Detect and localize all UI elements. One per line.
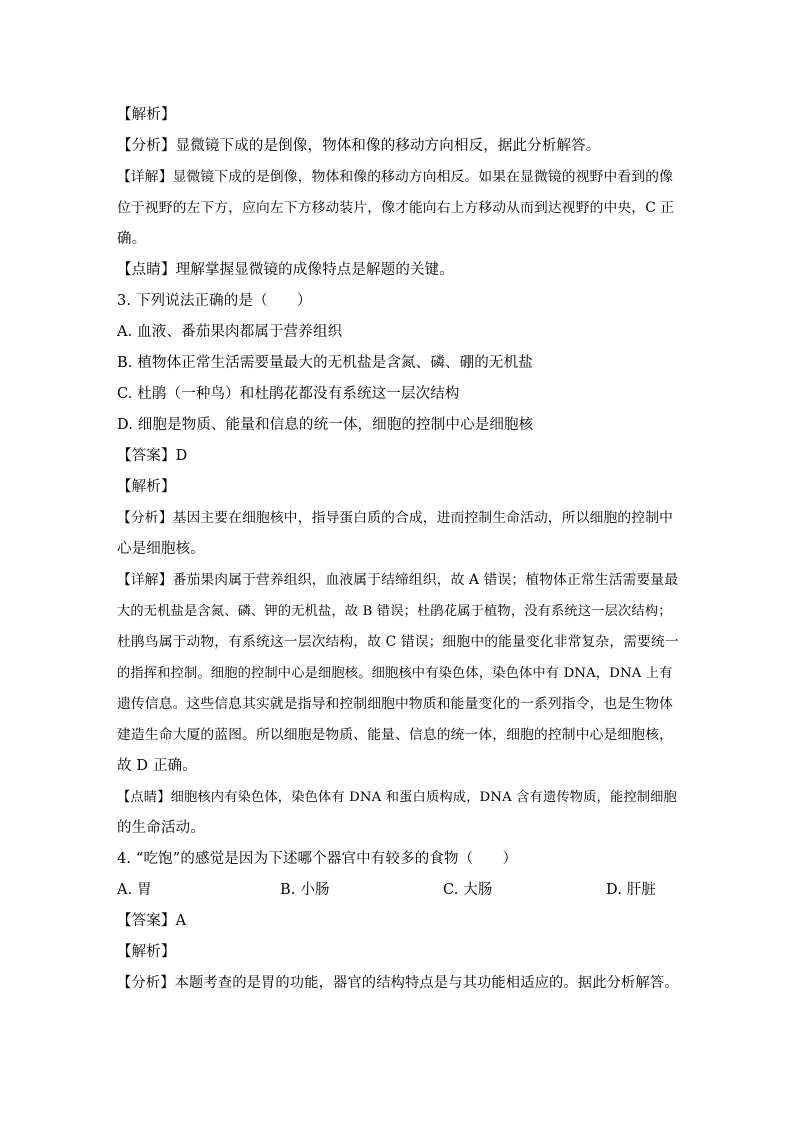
detail-line: 的指挥和控制。细胞的控制中心是细胞核。细胞核中有染色体，染色体中有 DNA，DNA 上有 — [117, 666, 673, 681]
document-page — [117, 100, 680, 999]
detail-line: 杜鹃鸟属于动物，有系统这一层次结构，故 C 错误；细胞中的能量变化非常复杂，需要统一 — [117, 634, 679, 650]
question-3-option-b: B. 植物体正常生活需要量最大的无机盐是含氮、磷、硼的无机盐 — [117, 355, 533, 371]
analysis-text: 【分析】显微镜下成的是倒像，物体和像的移动方向相反，据此分析解答。 — [117, 138, 601, 154]
question-4-options — [117, 875, 680, 906]
section-label-analysis: 【解析】 — [117, 944, 176, 960]
detail-line: 位于视野的左下方，应向左下方移动装片，像才能向右上方移动从而到达视野的中央，C 正 — [117, 200, 675, 216]
detail-line: 故 D 正确。 — [117, 758, 197, 774]
detail-paragraph — [117, 565, 680, 782]
question-3-option-d: D. 细胞是物质、能量和信息的统一体，细胞的控制中心是细胞核 — [117, 417, 534, 433]
question-3-stem: 3. 下列说法正确的是（ ） — [117, 293, 312, 309]
question-4-stem: 4. “吃饱”的感觉是因为下述哪个器官中有较多的食物（ ） — [117, 851, 518, 867]
question-3-option-a: A. 血液、番茄果肉都属于营养组织 — [117, 324, 343, 340]
question-4-option-c: C. 大肠 — [443, 882, 493, 898]
analysis-paragraph — [117, 503, 680, 565]
detail-line: 大的无机盐是含氮、磷、钾的无机盐，故 B 错误；杜鹃花属于植物，没有系统这一层次结构； — [117, 604, 672, 619]
question-3-option-c: C. 杜鹃（一种鸟）和杜鹃花都没有系统这一层次结构 — [117, 386, 460, 402]
key-point-line: 【点睛】细胞核内有染色体，染色体有 DNA 和蛋白质构成，DNA 含有遗传物质，能控制细胞 — [117, 790, 677, 805]
question-4-option-d: D. 肝脏 — [606, 882, 657, 898]
section-label-analysis: 【解析】 — [117, 479, 176, 495]
detail-line: 建造生命大厦的蓝图。所以细胞是物质、能量、信息的统一体，细胞的控制中心是细胞核， — [117, 727, 674, 743]
question-4-option-a: A. 胃 — [117, 882, 152, 898]
key-point-line: 的生命活动。 — [117, 820, 205, 836]
key-point-text: 【点睛】理解掌握显微镜的成像特点是解题的关键。 — [117, 262, 454, 278]
detail-paragraph — [117, 162, 680, 255]
detail-line: 确。 — [117, 231, 147, 247]
detail-line: 【详解】番茄果肉属于营养组织，血液属于结缔组织，故 A 错误；植物体正常生活需要量最 — [117, 572, 679, 588]
section-label-analysis: 【解析】 — [117, 107, 176, 123]
detail-line: 【详解】显微镜下成的是倒像，物体和像的移动方向相反。如果在显微镜的视野中看到的像 — [117, 169, 674, 185]
analysis-line: 心是细胞核。 — [117, 541, 205, 557]
detail-line: 遗传信息。这些信息其实就是指导和控制细胞中物质和能量变化的一系列指令，也是生物体 — [117, 696, 674, 712]
question-4-option-b: B. 小肠 — [280, 882, 330, 898]
analysis-line: 【分析】基因主要在细胞核中，指导蛋白质的合成，进而控制生命活动，所以细胞的控制中 — [117, 510, 674, 526]
question-4-answer: 【答案】A — [117, 913, 187, 929]
key-point-paragraph — [117, 782, 680, 844]
analysis-text: 【分析】本题考查的是胃的功能，器官的结构特点是与其功能相适应的。据此分析解答。 — [117, 975, 679, 991]
question-3-answer: 【答案】D — [117, 448, 188, 464]
